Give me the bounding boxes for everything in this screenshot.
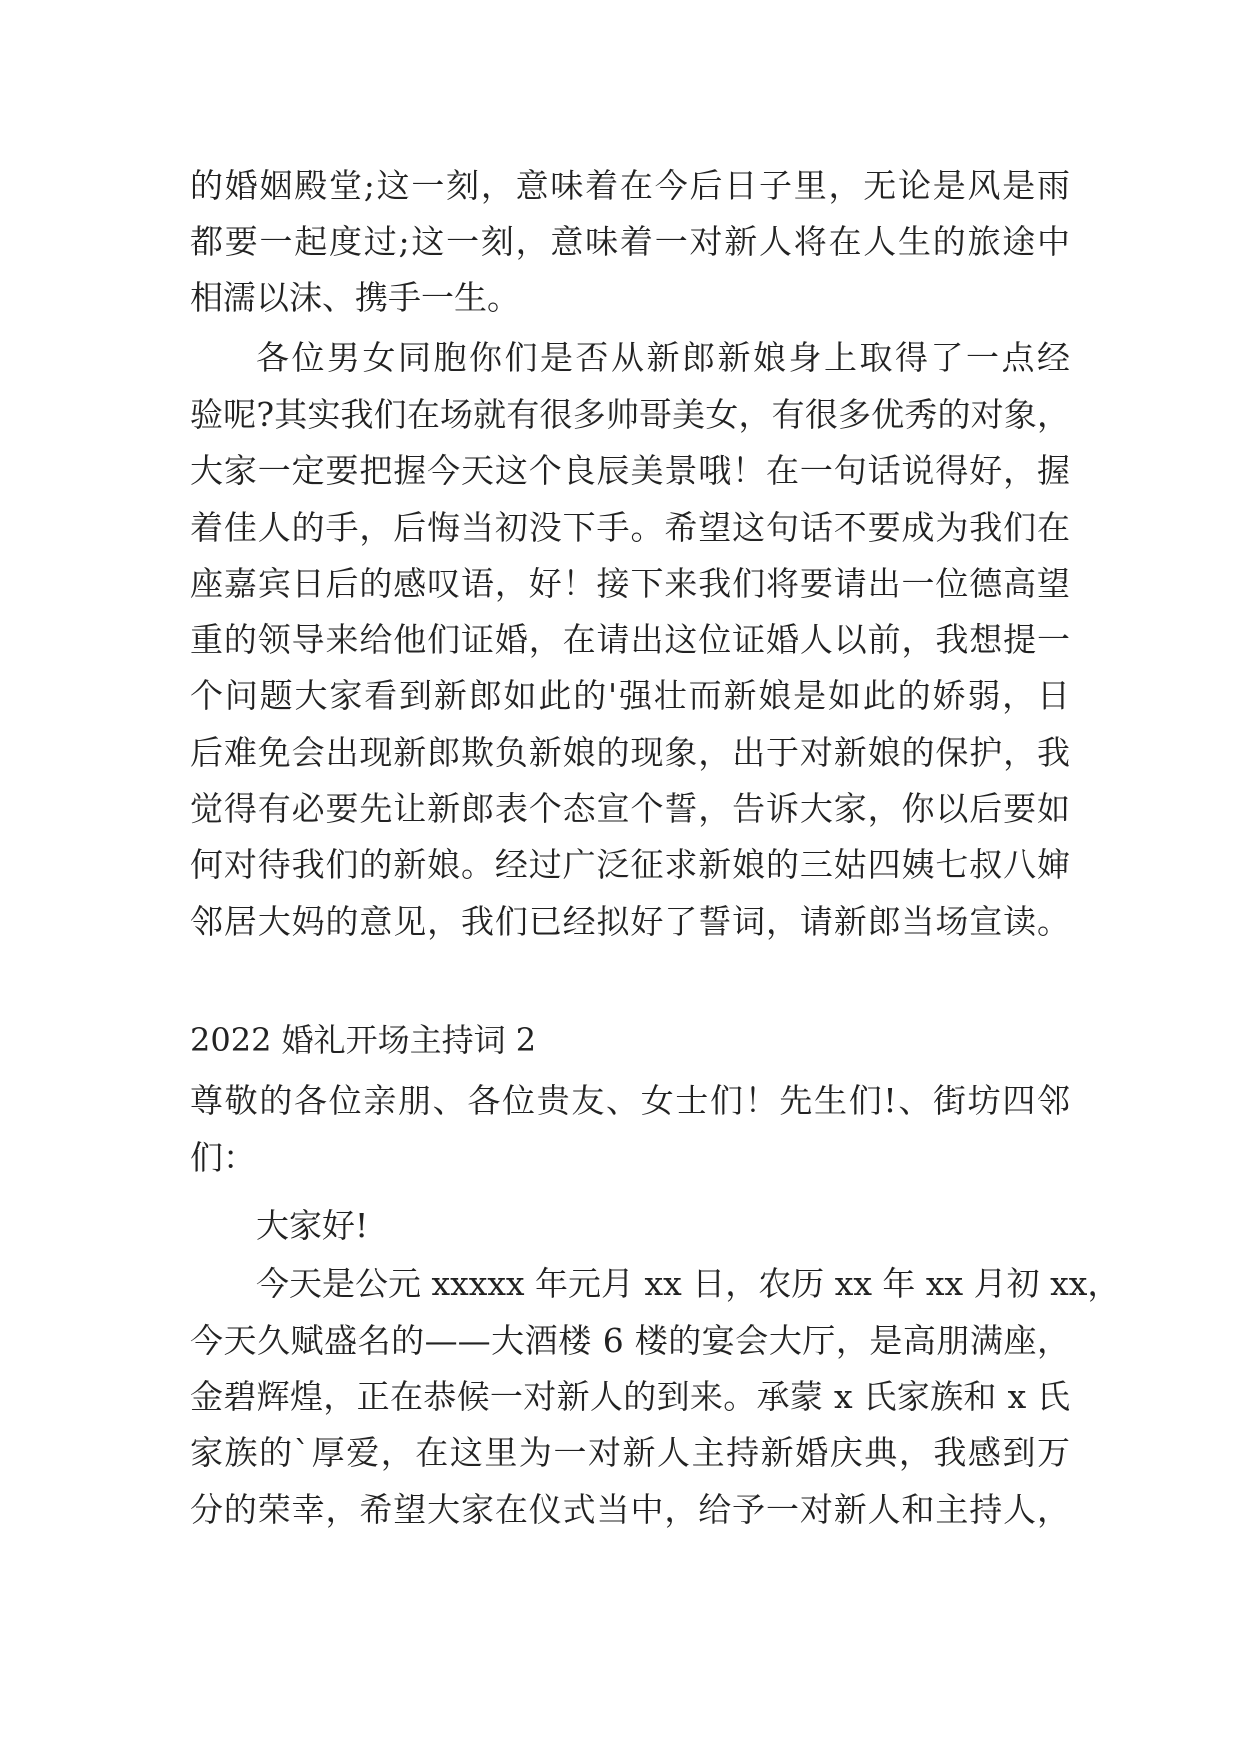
paragraph-line: 邻居大妈的意见，我们已经拟好了誓词，请新郎当场宣读。 — [190, 902, 1070, 941]
paragraph-line: 的婚姻殿堂;这一刻，意味着在今后日子里，无论是风是雨 — [190, 166, 1070, 205]
paragraph-line: 家族的`厚爱，在这里为一对新人主持新婚庆典，我感到万 — [190, 1433, 1070, 1472]
paragraph-line: 们： — [190, 1138, 256, 1177]
paragraph-line: 后难免会出现新郎欺负新娘的现象，出于对新娘的保护，我 — [190, 733, 1070, 772]
paragraph-line: 个问题大家看到新郎如此的'强壮而新娘是如此的娇弱，日 — [190, 676, 1070, 715]
paragraph-line: 座嘉宾日后的感叹语，好！接下来我们将要请出一位德高望 — [190, 564, 1070, 603]
section-heading: 2022 婚礼开场主持词 2 — [190, 1021, 537, 1059]
paragraph-line: 何对待我们的新娘。经过广泛征求新娘的三姑四姨七叔八婶 — [190, 845, 1070, 884]
paragraph-line: 着佳人的手，后悔当初没下手。希望这句话不要成为我们在 — [190, 508, 1070, 547]
paragraph-line: 验呢?其实我们在场就有很多帅哥美女，有很多优秀的对象， — [190, 395, 1070, 434]
paragraph-line: 都要一起度过;这一刻，意味着一对新人将在人生的旅途中 — [190, 222, 1070, 261]
paragraph-line: 觉得有必要先让新郎表个态宣个誓，告诉大家，你以后要如 — [190, 789, 1070, 828]
paragraph-line: 重的领导来给他们证婚，在请出这位证婚人以前，我想提一 — [190, 620, 1070, 659]
paragraph-line: 今天是公元 xxxxx 年元月 xx 日，农历 xx 年 xx 月初 xx， — [256, 1264, 1121, 1303]
paragraph-line: 各位男女同胞你们是否从新郎新娘身上取得了一点经 — [256, 338, 1070, 377]
paragraph-line: 大家好! — [256, 1206, 369, 1245]
paragraph-line: 大家一定要把握今天这个良辰美景哦！在一句话说得好，握 — [190, 451, 1070, 490]
paragraph-line: 分的荣幸，希望大家在仪式当中，给予一对新人和主持人， — [190, 1490, 1070, 1529]
paragraph-line: 相濡以沫、携手一生。 — [190, 278, 520, 317]
paragraph-line: 尊敬的各位亲朋、各位贵友、女士们！先生们!、街坊四邻 — [190, 1081, 1070, 1120]
paragraph-line: 金碧辉煌，正在恭候一对新人的到来。承蒙 x 氏家族和 x 氏 — [190, 1377, 1070, 1416]
paragraph-line: 今天久赋盛名的——大酒楼 6 楼的宴会大厅，是高朋满座， — [190, 1321, 1070, 1360]
